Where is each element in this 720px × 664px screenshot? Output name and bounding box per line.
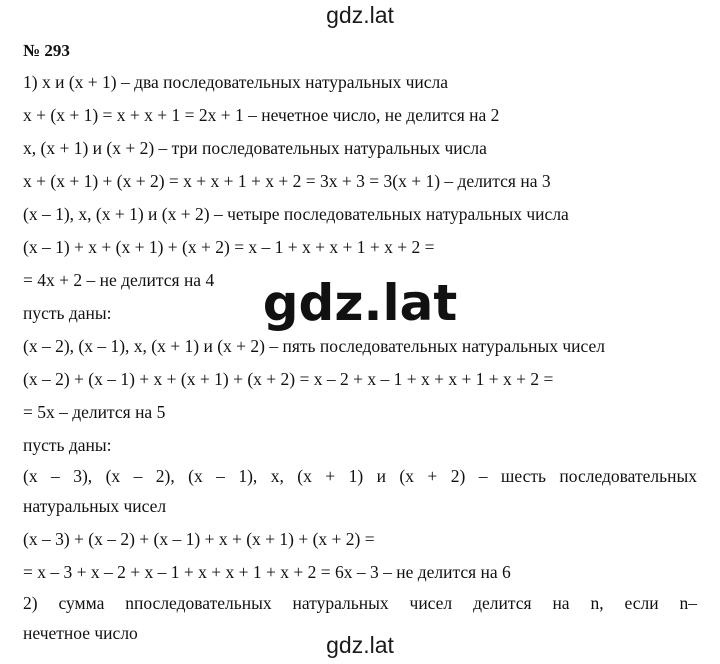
solution-line: (x – 3) + (x – 2) + (x – 1) + x + (x + 1) + (x + 2) = [23,529,375,549]
solution-line: = 4x + 2 – не делится на 4 [23,270,215,290]
solution-line: натуральных чисел [23,496,167,516]
watermark-top: gdz.lat [326,2,394,28]
problem-number: № 293 [23,41,70,60]
solution-line: = 5x – делится на 5 [23,402,166,422]
solution-line: 2) сумма nпоследовательных натуральных чисел делится на n, если n– [23,593,697,613]
solution-line: x + (x + 1) + (x + 2) = x + x + 1 + x + 2 = 3x + 3 = 3(x + 1) – делится на 3 [23,171,551,191]
solution-line: = x – 3 + x – 2 + x – 1 + x + x + 1 + x + 2 = 6x – 3 – не делится на 6 [23,562,511,582]
watermark-center: gdz.lat [262,274,458,332]
solution-line: (x – 1) + x + (x + 1) + (x + 2) = x – 1 + x + x + 1 + x + 2 = [23,237,435,257]
solution-line: 1) x и (x + 1) – два последовательных натуральных числа [23,72,449,92]
solution-line: (x – 2) + (x – 1) + x + (x + 1) + (x + 2) = x – 2 + x – 1 + x + x + 1 + x + 2 = [23,369,554,389]
solution-line: x + (x + 1) = x + x + 1 = 2x + 1 – нечетное число, не делится на 2 [23,105,500,125]
solution-line: пусть даны: [23,435,112,455]
solution-line: x, (x + 1) и (x + 2) – три последовательных натуральных числа [23,138,487,158]
solution-line: нечетное число [23,623,138,643]
watermark-bottom: gdz.lat [326,632,394,658]
solution-line: пусть даны: [23,303,112,323]
solution-line: (x – 2), (x – 1), x, (x + 1) и (x + 2) – пять последовательных натуральных чисел [23,336,605,356]
solution-line: (x – 3), (x – 2), (x – 1), x, (x + 1) и (x + 2) – шесть последовательных [23,466,697,486]
solution-line: (x – 1), x, (x + 1) и (x + 2) – четыре последовательных натуральных числа [23,204,569,224]
solution-text [23,36,697,650]
